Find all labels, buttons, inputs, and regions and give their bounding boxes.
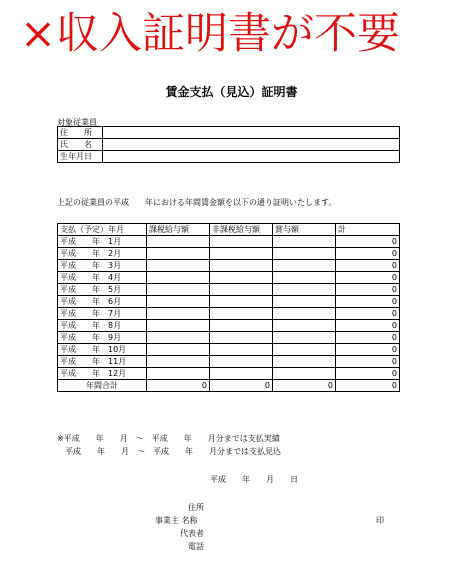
pay-row-nontaxable[interactable] (210, 272, 273, 284)
statement-text: 上記の従業員の平成 年における年間賃金額を以下の通り証明いたします。 (57, 198, 337, 207)
document-title: 賃金支払（見込）証明書 (165, 85, 298, 99)
pay-row-taxable[interactable] (147, 284, 210, 296)
pay-row-month: 平成 年 2月 (58, 248, 147, 260)
pay-row-month: 平成 年 10月 (58, 344, 147, 356)
pay-row (58, 248, 400, 260)
pay-total-bonus: 0 (273, 380, 336, 392)
pay-row-bonus[interactable] (273, 236, 336, 248)
pay-row-bonus[interactable] (273, 344, 336, 356)
pay-row-total: 0 (336, 308, 400, 320)
pay-row (58, 332, 400, 344)
pay-row-nontaxable[interactable] (210, 236, 273, 248)
pay-row-total: 0 (336, 296, 400, 308)
pay-row-taxable[interactable] (147, 272, 210, 284)
pay-row-month: 平成 年 12月 (58, 368, 147, 380)
pay-table (57, 223, 400, 392)
pay-row-bonus[interactable] (273, 356, 336, 368)
pay-row-bonus[interactable] (273, 332, 336, 344)
pay-row-bonus[interactable] (273, 272, 336, 284)
pay-row-total: 0 (336, 356, 400, 368)
pay-header-bonus: 賞与額 (273, 224, 336, 236)
pay-row-bonus[interactable] (273, 308, 336, 320)
employer-name-label: 事業主 名称 (155, 516, 198, 525)
pay-total-row (58, 380, 400, 392)
pay-row-nontaxable[interactable] (210, 284, 273, 296)
pay-row (58, 260, 400, 272)
employer-address-label: 住所 (188, 503, 204, 512)
pay-row-total: 0 (336, 284, 400, 296)
pay-row-taxable[interactable] (147, 344, 210, 356)
pay-row (58, 368, 400, 380)
pay-total-nontaxable: 0 (210, 380, 273, 392)
pay-row-taxable[interactable] (147, 356, 210, 368)
employer-rep-label: 代表者 (180, 529, 204, 538)
pay-header-nontaxable: 非課税給与額 (210, 224, 273, 236)
pay-row-month: 平成 年 11月 (58, 356, 147, 368)
pay-row-taxable[interactable] (147, 332, 210, 344)
pay-row (58, 272, 400, 284)
pay-row-nontaxable[interactable] (210, 344, 273, 356)
pay-row-total: 0 (336, 320, 400, 332)
pay-header-taxable: 課税給与額 (147, 224, 210, 236)
employee-table (57, 126, 400, 163)
pay-row-bonus[interactable] (273, 260, 336, 272)
pay-row-month: 平成 年 3月 (58, 260, 147, 272)
seal-mark: 印 (376, 516, 384, 525)
pay-header-total: 計 (336, 224, 400, 236)
employee-value-birthdate[interactable] (103, 151, 400, 163)
pay-row-nontaxable[interactable] (210, 308, 273, 320)
banner-text: ×収入証明書が不要 (20, 9, 401, 59)
pay-row-taxable[interactable] (147, 236, 210, 248)
pay-row-total: 0 (336, 344, 400, 356)
pay-row-total: 0 (336, 248, 400, 260)
pay-row-total: 0 (336, 368, 400, 380)
pay-row-month: 平成 年 1月 (58, 236, 147, 248)
pay-row-taxable[interactable] (147, 260, 210, 272)
pay-row (58, 356, 400, 368)
pay-row-bonus[interactable] (273, 296, 336, 308)
employee-section-label: 対象従業員 (57, 118, 97, 127)
pay-row-bonus[interactable] (273, 320, 336, 332)
employer-phone-label: 電話 (188, 542, 204, 551)
pay-row-nontaxable[interactable] (210, 296, 273, 308)
employee-value-address[interactable] (103, 127, 400, 139)
pay-row-nontaxable[interactable] (210, 320, 273, 332)
pay-row-nontaxable[interactable] (210, 260, 273, 272)
pay-row-taxable[interactable] (147, 320, 210, 332)
pay-row (58, 296, 400, 308)
employee-label-name: 氏 名 (58, 139, 103, 151)
pay-total-label: 年間合計 (58, 380, 147, 392)
pay-row-month: 平成 年 4月 (58, 272, 147, 284)
employee-row-address (58, 127, 400, 139)
pay-header-row (58, 224, 400, 236)
pay-row-nontaxable[interactable] (210, 368, 273, 380)
pay-row-month: 平成 年 8月 (58, 320, 147, 332)
pay-row-nontaxable[interactable] (210, 332, 273, 344)
pay-row-nontaxable[interactable] (210, 356, 273, 368)
issue-date: 平成 年 月 日 (210, 475, 298, 484)
pay-row-month: 平成 年 9月 (58, 332, 147, 344)
pay-row-month: 平成 年 6月 (58, 296, 147, 308)
employee-row-name (58, 139, 400, 151)
pay-row (58, 308, 400, 320)
pay-row-bonus[interactable] (273, 248, 336, 260)
pay-row (58, 344, 400, 356)
pay-row-taxable[interactable] (147, 308, 210, 320)
pay-row-bonus[interactable] (273, 368, 336, 380)
employee-label-birthdate: 生年月日 (58, 151, 103, 163)
pay-row (58, 236, 400, 248)
pay-row-taxable[interactable] (147, 248, 210, 260)
note-estimate: 平成 年 月 ～ 平成 年 月分までは支払見込 (57, 447, 281, 456)
employee-value-name[interactable] (103, 139, 400, 151)
pay-row-total: 0 (336, 236, 400, 248)
pay-row-total: 0 (336, 332, 400, 344)
employee-label-address: 住 所 (58, 127, 103, 139)
pay-total-taxable: 0 (147, 380, 210, 392)
pay-row-month: 平成 年 7月 (58, 308, 147, 320)
pay-row-taxable[interactable] (147, 368, 210, 380)
pay-row-total: 0 (336, 260, 400, 272)
pay-header-month: 支払（予定）年月 (58, 224, 147, 236)
pay-row-nontaxable[interactable] (210, 248, 273, 260)
pay-row (58, 284, 400, 296)
pay-row-total: 0 (336, 272, 400, 284)
pay-row-bonus[interactable] (273, 284, 336, 296)
pay-row-month: 平成 年 5月 (58, 284, 147, 296)
pay-row (58, 320, 400, 332)
pay-total-sum: 0 (336, 380, 400, 392)
note-actual: ※平成 年 月 ～ 平成 年 月分までは支払実績 (57, 434, 280, 443)
pay-row-taxable[interactable] (147, 296, 210, 308)
employee-row-birthdate (58, 151, 400, 163)
